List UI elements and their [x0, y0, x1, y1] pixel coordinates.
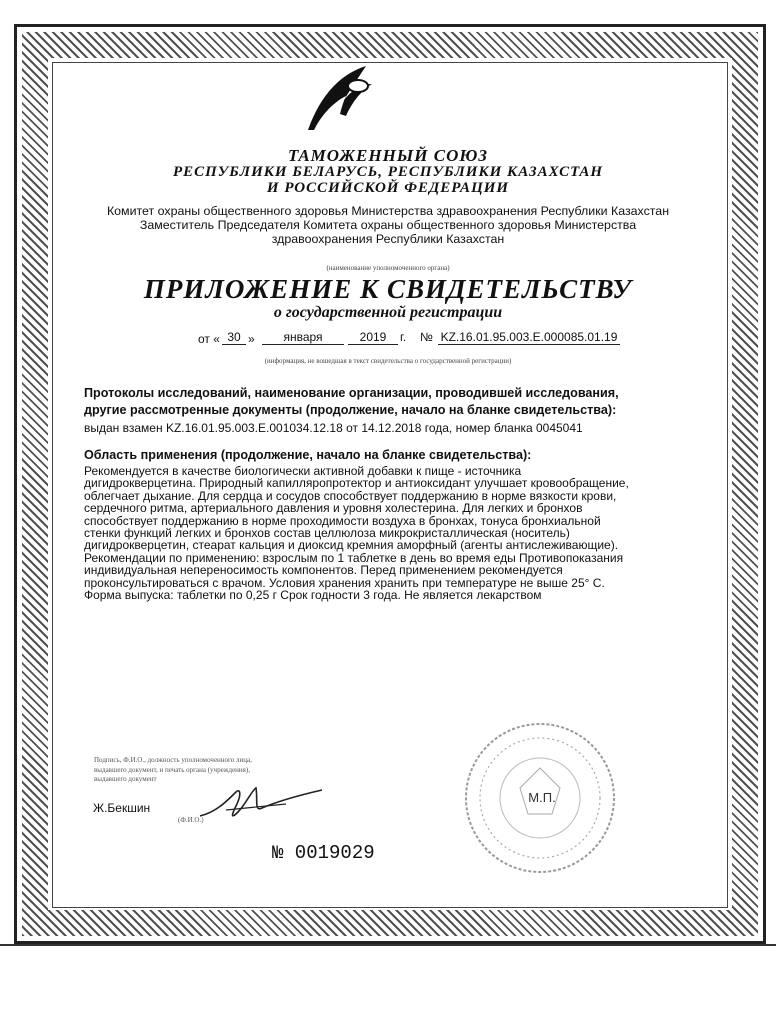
signature-caption-line-2: выдавшего документ, и печать органа (учреждения), — [94, 765, 250, 774]
scope-line: сердечного ритма, артериального давления и уровня холестерина. Для легких и бронхов — [84, 501, 583, 516]
date-year-suffix: г. — [400, 330, 407, 344]
official-stamp-icon — [460, 718, 620, 878]
scope-line: дигидрокверцетина. Природный капилляропротектор и антиоксидант улучшает кровообращение, — [84, 476, 629, 491]
signer-name: Ж.Бекшин — [93, 801, 151, 815]
document-title: ПРИЛОЖЕНИЕ К СВИДЕТЕЛЬСТВУ — [143, 274, 633, 304]
scope-line: стенки функций легких и бронхов состав целлюлоза микрокристаллическая (носитель) — [84, 526, 570, 541]
date-month: января — [262, 330, 344, 345]
scope-line: индивидуальная непереносимость компонентов. Перед применением рекомендуется — [84, 563, 563, 578]
date-day: 30 — [222, 330, 246, 345]
scope-heading: Область применения (продолжение, начало на бланке свидетельства): — [84, 448, 532, 462]
union-title-line-2: РЕСПУБЛИКИ БЕЛАРУСЬ, РЕСПУБЛИКИ КАЗАХСТАН — [172, 164, 604, 180]
protocols-text: выдан взамен KZ.16.01.95.003.Е.001034.12.18 от 14.12.2018 года, номер бланка 0045041 — [84, 421, 583, 435]
bottom-divider — [0, 944, 776, 946]
issuer-block — [60, 204, 716, 246]
signature-caption-line-1: Подпись, Ф.И.О., должность уполномоченного лица, — [94, 756, 252, 764]
scope-line: Рекомендации по применению: взрослым по 1 таблетке в день во время еды Противопоказания — [84, 550, 624, 565]
date-year: 2019 — [348, 330, 398, 345]
stamp-label: М.П. — [528, 790, 556, 805]
union-title-line-3: И РОССИЙСКОЙ ФЕДЕРАЦИИ — [266, 180, 510, 196]
issuer-line-1: Комитет охраны общественного здоровья Министерства здравоохранения Республики Казахстан — [106, 204, 670, 218]
signer-caption: (Ф.И.О.) — [178, 816, 204, 824]
issuer-line-3: здравоохранения Республики Казахстан — [271, 232, 505, 246]
protocols-heading-line-2: другие рассмотренные документы (продолжение, начало на бланке свидетельства): — [84, 403, 617, 417]
scope-line: проконсультироваться с врачом. Условия хранения хранить при температуре не выше 25° С. — [84, 575, 605, 590]
scope-line: Форма выпуска: таблетки по 0,25 г Срок годности 3 года. Не является лекарством — [84, 588, 542, 603]
scope-line: облегчает дыхание. Для сердца и сосудов способствует поддержанию в норме вязкости крови, — [84, 488, 617, 503]
issuer-caption: (наименование уполномоченного органа) — [326, 264, 450, 272]
protocols-heading-line-1: Протоколы исследований, наименование организации, проводившей исследования, — [84, 386, 619, 400]
issuer-line-2: Заместитель Председателя Комитета охраны общественного здоровья Министерства — [139, 218, 637, 232]
protocols-heading — [84, 385, 684, 419]
document-subtitle: о государственной регистрации — [273, 304, 503, 321]
scope-line: способствует поддержанию в норме проходимости воздуха в бронхах, тонуса бронхиальной — [84, 513, 601, 528]
customs-union-emblem-icon — [300, 56, 380, 136]
signature-caption — [94, 756, 324, 785]
date-prefix: от « — [198, 332, 220, 346]
handwritten-signature-icon — [196, 782, 326, 828]
form-serial-number: № 0019029 — [272, 842, 375, 864]
registration-number: KZ.16.01.95.003.Е.000085.01.19 — [438, 330, 620, 345]
scope-line: дигидрокверцетин, стеарат кальция и диоксид кремния аморфный (агенты антислеживающие). — [84, 538, 619, 553]
scope-text — [84, 465, 644, 601]
signature-caption-line-3: выдавшего документ — [94, 775, 157, 783]
scope-line: Рекомендуется в качестве биологически активной добавки к пище - источника — [84, 464, 522, 478]
date-close-quote: » — [248, 332, 255, 346]
date-caption: (информация, не вошедшая в текст свидетельства о государственной регистрации) — [264, 357, 512, 365]
union-title-line-1: ТАМОЖЕННЫЙ СОЮЗ — [288, 146, 488, 165]
number-sign: № — [420, 330, 433, 344]
